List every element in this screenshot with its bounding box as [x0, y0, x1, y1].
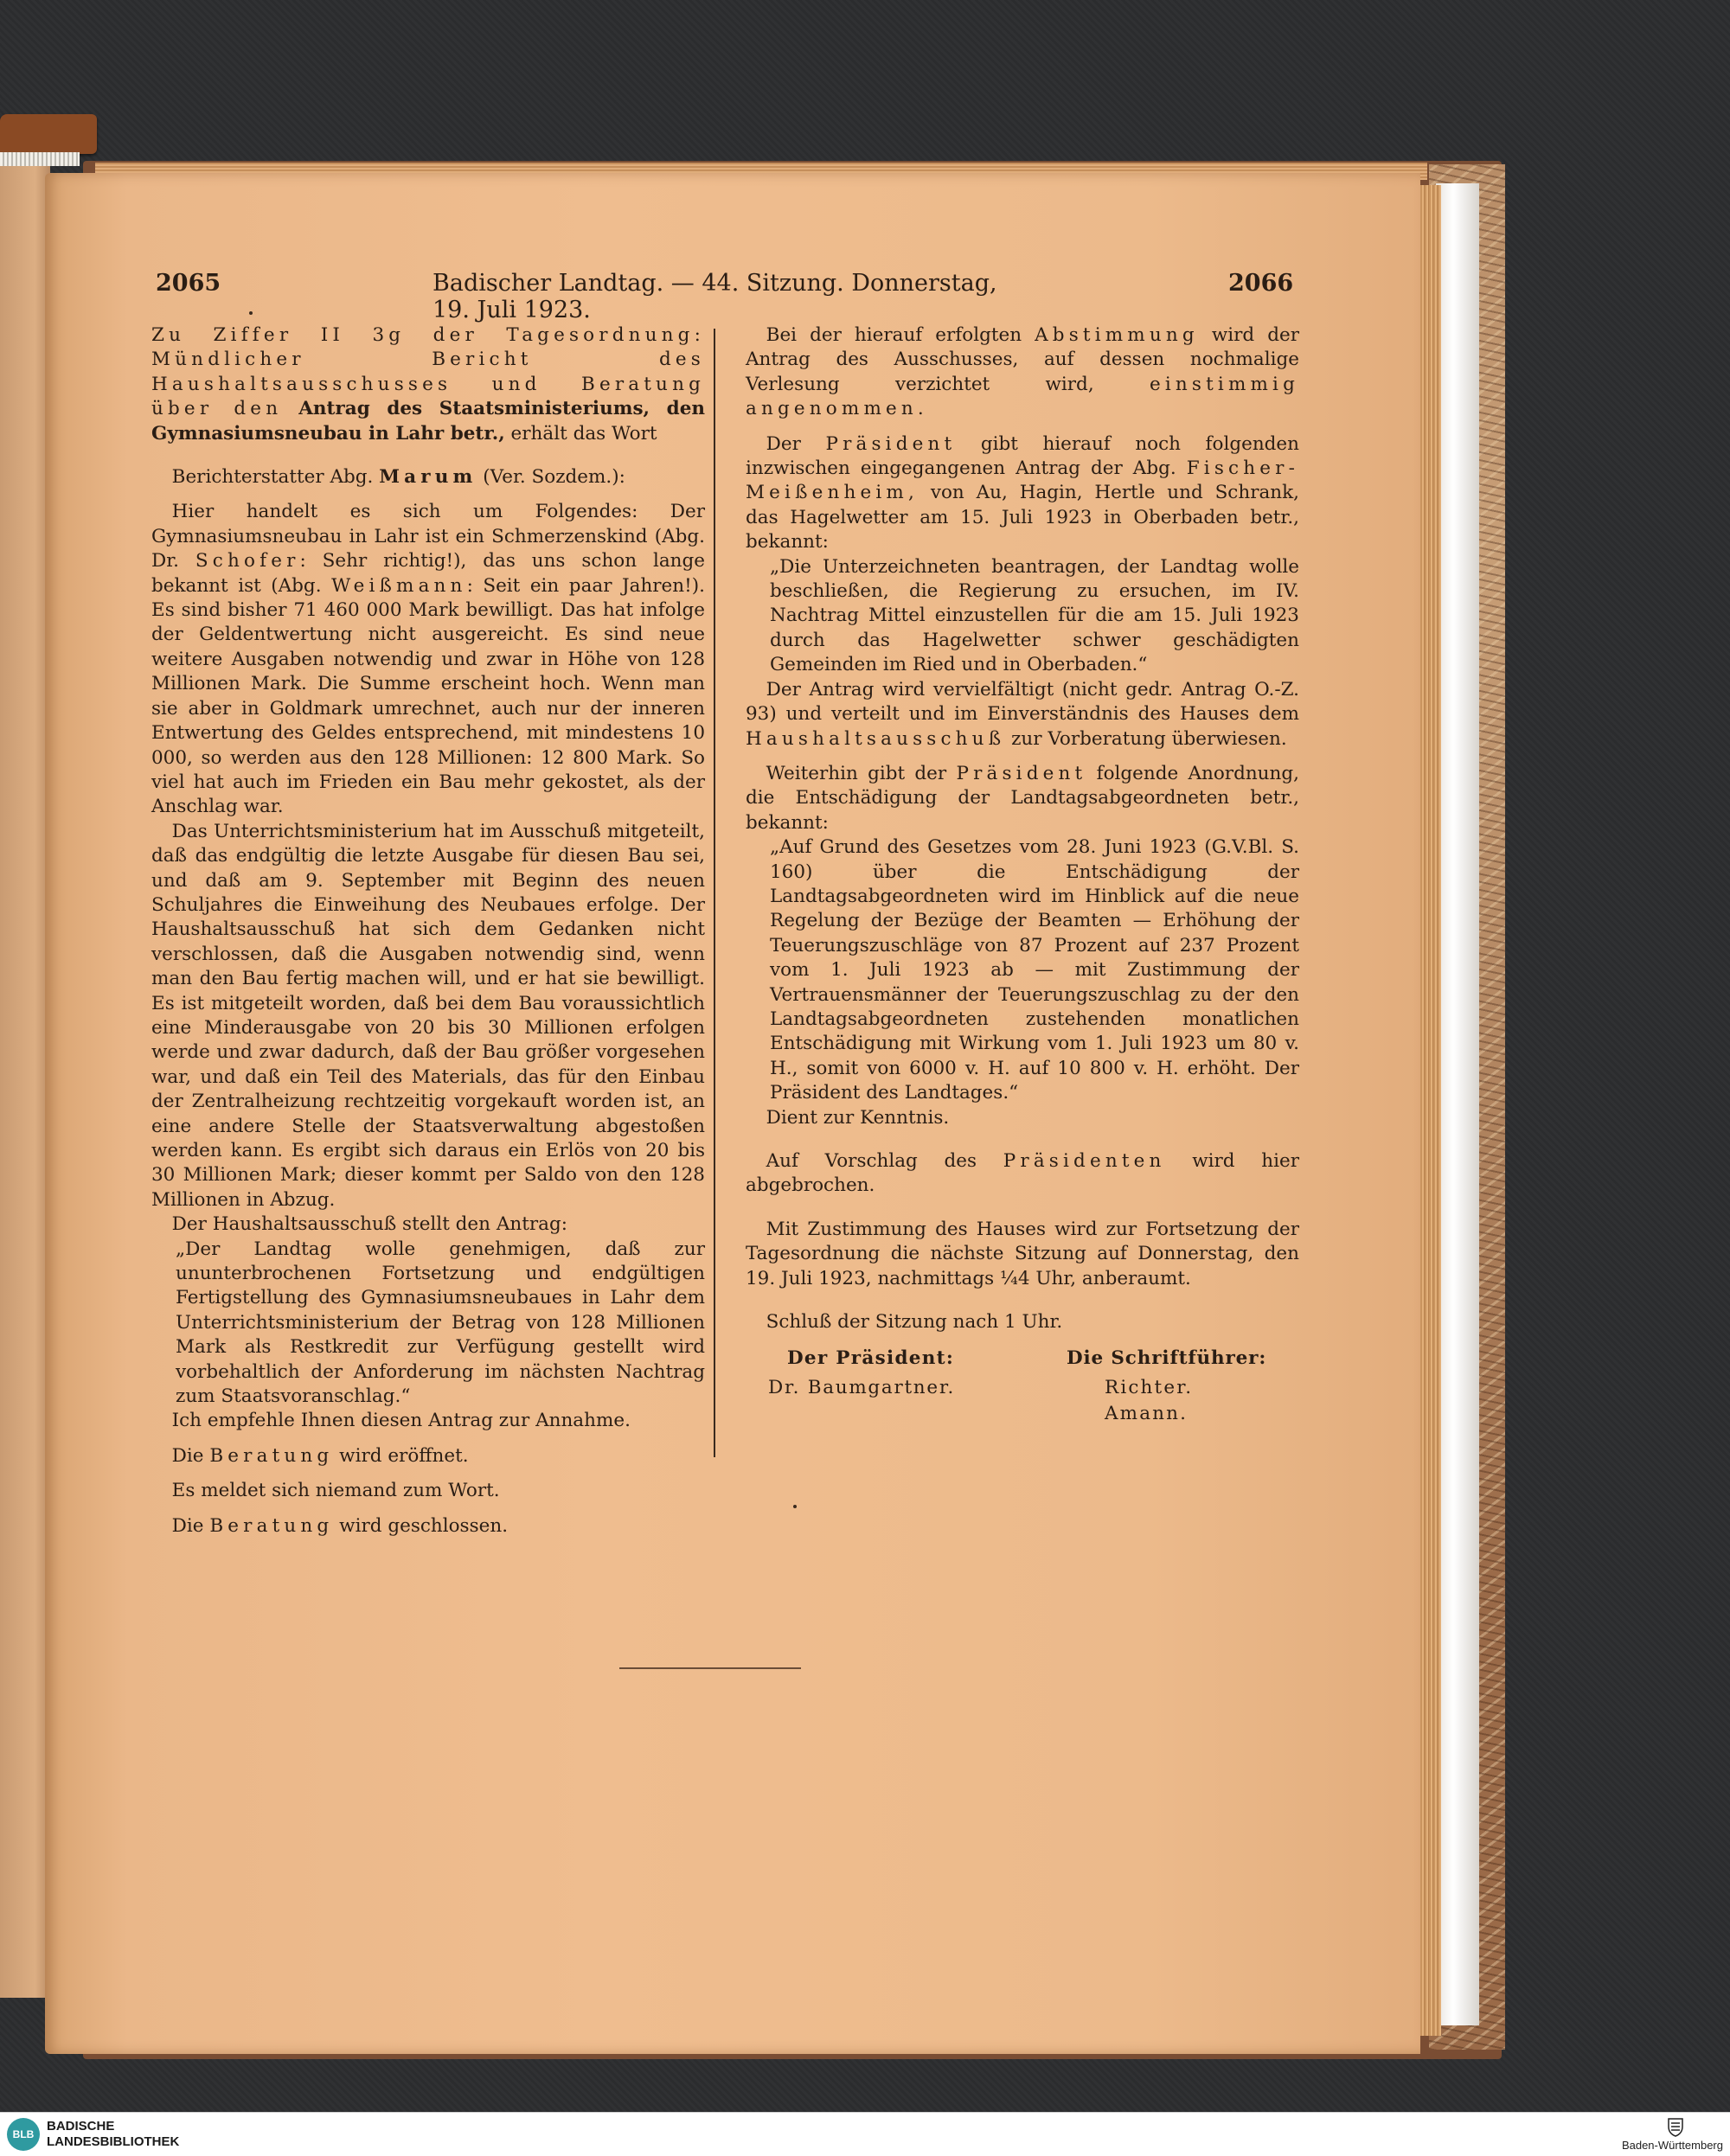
running-header: Badischer Landtag. — 44. Sitzung. Donnerstag, 19. Juli 1923. [432, 270, 997, 323]
debate-opened-b: wird eröffnet. [339, 1444, 469, 1467]
referral-committee-spaced: Haushaltsausschuß [746, 727, 1006, 750]
secretary-signature-2: Amann. [1105, 1403, 1189, 1424]
agenda-item-subject: Antrag des Staatsministeriums, den Gymnasiumsneubau in Lahr betr., [151, 398, 706, 445]
adjournment-spaced: Präsidenten [1003, 1150, 1166, 1172]
vote-paragraph [746, 323, 1299, 422]
book-spine-edge [1436, 183, 1479, 2025]
end-rule [619, 1667, 801, 1669]
session-close-line: Schluß der Sitzung nach 1 Uhr. [766, 1311, 1063, 1334]
recommendation-line: Ich empfehle Ihnen diesen Antrag zur Annahme. [171, 1410, 631, 1432]
region-label: Baden-Württemberg [1621, 2139, 1723, 2152]
order-text-b: folgende Anordnung, die Entschädigung der Landtagsabgeordneten betr., bekannt: [746, 762, 1299, 834]
speaker-line [151, 465, 705, 489]
speaker-role: Berichterstatter Abg. [171, 466, 374, 489]
adjournment-a: Auf Vorschlag des [766, 1150, 977, 1172]
next-session-paragraph: Mit Zustimmung des Hauses wird zur Fortsetzung der Tagesordnung die nächste Sitzung auf Donnerstag, den 19. Juli 1923, nachmittags ¼4 Uhr, anberaumt. [746, 1218, 1299, 1289]
referral-paragraph [746, 678, 1299, 752]
blb-logo-icon[interactable]: BLB [7, 2118, 40, 2151]
left-page-stack [0, 152, 80, 166]
left-column [151, 323, 705, 1539]
left-page-sliver [0, 138, 50, 1998]
president-spaced: Präsident [825, 432, 957, 455]
agenda-item-paragraph [151, 323, 705, 446]
column-divider [714, 329, 715, 1457]
president-motion-b: gibt hierauf noch folgenden inzwischen eingegangenen Antrag der Abg. [746, 432, 1299, 480]
page-number-left: 2065 [156, 270, 221, 297]
speech-text-c: : Seit ein paar Jahren!). Es sind bisher 71 460 000 Mark bewilligt. Das hat infolge der Geldentwertung nicht ausgereicht. Es sind neue weitere Ausgaben notwendig und zwar in Höhe von 128 Millionen Mark. Die Summe erscheint hoch. Wenn man sie aber in Goldmark umrechnet, auch nur der inneren Entwertung des Geldes entsprechend, mit mindestens 10 000, so werden aus den 128 Millionen: 12 800 Mark. So viel hat auch im Frieden ein Bau mehr gekostet, als der Anschlag war. [151, 574, 705, 818]
vote-spaced-2: einstimmig angenommen. [746, 373, 1299, 420]
vote-text-a: Bei der hierauf erfolgten [766, 324, 1022, 346]
bookmark-strap [0, 114, 97, 154]
vote-text-b: wird der Antrag des Ausschusses, auf dessen nochmalige Verlesung verzichtet wird, [746, 324, 1299, 395]
president-signature-name: Dr. Baumgartner. [768, 1377, 956, 1398]
debate-closed-line [151, 1514, 705, 1539]
compensation-order-quote: „Auf Grund des Gesetzes vom 28. Juni 1923 (G.V.Bl. S. 160) über die Entschädigung der Landtagsabgeordneten wird im Hinblick auf die neue Regelung der Bezüge der Beamten — Erhöhung der Teuerungszuschläge von 87 Prozent auf 237 Prozent vom 1. Juli 1923 ab — mit Zustimmung der Vertrauensmänner der Teuerungszuschlag zu der den Landtagsabgeordneten zustehenden monatlichen Entschädigung mit Wirkung vom 1. Juli 1923 um 80 v. H., somit von 6000 v. H. auf 10 800 v. H. erhöht. Der Präsident des Landtages.“ [770, 836, 1299, 1104]
speech-paragraph-2: Das Unterrichtsministerium hat im Ausschuß mitgeteilt, daß das endgültig die letzte Ausgabe für diesen Bau sei, und daß am 9. September mit Beginn des neuen Schuljahres die Einweihung des Neubaues erfolge. Der Haushaltsausschuß hat sich dem Gedanken nicht verschlossen, daß die Ausgaben notwendig sind, wenn man den Bau fertig machen will, und er hat sie bewilligt. Es ist mitgeteilt worden, daß bei dem Bau voraussichtlich eine Minderausgabe von 20 bis 30 Millionen erfolgen werde und zwar dadurch, daß der Bau größer vorgesehen war, und daß ein Teil des Materials, das für den Einbau der Zentralheizung rechtzeitig vorgekauft worden ist, an eine andere Stelle der Staatsverwaltung abgestoßen werden kann. Es ergibt sich daraus ein Erlös von 20 bis 30 Millionen Mark; dieser kommt per Saldo von den 128 Millionen in Abzug. [151, 820, 705, 1211]
secretary-signature-1: Richter. [1105, 1377, 1194, 1398]
coat-of-arms-icon [1664, 2115, 1687, 2138]
ink-speck [793, 1505, 797, 1508]
order-text-a: Weiterhin gibt der [766, 762, 947, 784]
adjournment-line [746, 1149, 1299, 1199]
debate-closed-spaced: Beratung [209, 1514, 334, 1537]
noted-line: Dient zur Kenntnis. [766, 1106, 950, 1129]
ink-speck [249, 311, 253, 315]
no-speaker-line: Es meldet sich niemand zum Wort. [171, 1480, 500, 1502]
vote-spaced-1: Abstimmung [1035, 324, 1199, 346]
library-name[interactable] [47, 2119, 179, 2150]
debate-closed-b: wird geschlossen. [339, 1514, 509, 1537]
speaker-name: Marum [379, 466, 477, 489]
speech-text-b: : Sehr richtig!), das uns schon lange bekannt ist (Abg. [151, 550, 705, 597]
referral-text-a: Der Antrag wird vervielfältigt (nicht gedr. Antrag O.-Z. 93) und verteilt und im Einverständnis des Hauses dem [746, 678, 1299, 726]
debate-opened-line [151, 1444, 705, 1468]
speaker-party: (Ver. Sozdem.): [483, 466, 625, 489]
hail-motion-quote: „Die Unterzeichneten beantragen, der Landtag wolle beschließen, die Regierung zu ersuchen, im IV. Nachtrag Mittel einzustellen für die am 15. Juli 1923 durch das Hagelwetter schwer geschädigten Gemeinden im Ried und in Oberbaden.“ [770, 555, 1299, 676]
speech-text-a: Hier handelt es sich um Folgendes: Der Gymnasiumsneubau in Lahr ist ein Schmerzenskind (Abg. Dr. [151, 501, 705, 573]
footer-bar [0, 2112, 1730, 2156]
referral-text-b: zur Vorberatung überwiesen. [1011, 727, 1287, 750]
interjector-name-2: Weißmann [331, 574, 467, 597]
president-motion-a: Der [766, 432, 801, 455]
president-signature-title: Der Präsident: [787, 1347, 955, 1369]
secretaries-signature-title: Die Schriftführer: [1067, 1347, 1267, 1369]
debate-opened-spaced: Beratung [209, 1444, 334, 1467]
page-number-right: 2066 [1228, 270, 1294, 297]
deputy-name-spaced: Fischer-Meißenheim, [746, 457, 1299, 504]
agenda-item-text: Zu Ziffer II 3g der Tagesordnung: Mündlicher Bericht des Haushaltsausschusses und Beratung über den [151, 324, 705, 420]
debate-closed-a: Die [171, 1514, 204, 1537]
interjector-name-1: Schofer [195, 550, 300, 573]
adjournment-b: wird hier abgebrochen. [746, 1150, 1299, 1197]
committee-motion-intro: Der Haushaltsausschuß stellt den Antrag: [171, 1213, 567, 1236]
order-president-spaced: Präsident [956, 762, 1087, 784]
order-paragraph [746, 762, 1299, 835]
debate-opened-a: Die [171, 1444, 204, 1467]
library-name-line-2: LANDESBIBLIOTHEK [47, 2134, 180, 2149]
president-motion-paragraph [746, 432, 1299, 555]
committee-motion-quote: „Der Landtag wolle genehmigen, daß zur ununterbrochenen Fortsetzung und endgültigen Fertigstellung des Gymnasiumsneubaues in Lahr dem Unterrichtsministerium der Betrag von 128 Millionen Mark als Restkredit zur Verfügung gestellt wird vorbehaltlich der Anforderung im nächsten Nachtrag zum Staatsvoranschlag.“ [176, 1238, 705, 1408]
agenda-item-end: erhält das Wort [510, 422, 657, 445]
president-motion-c: von Au, Hagin, Hertle und Schrank, das Hagelwetter am 15. Juli 1923 in Oberbaden betr., bekannt: [746, 482, 1299, 553]
speech-paragraph-1 [151, 500, 705, 819]
right-column [746, 323, 1299, 1334]
library-name-line-1: BADISCHE [47, 2119, 115, 2134]
